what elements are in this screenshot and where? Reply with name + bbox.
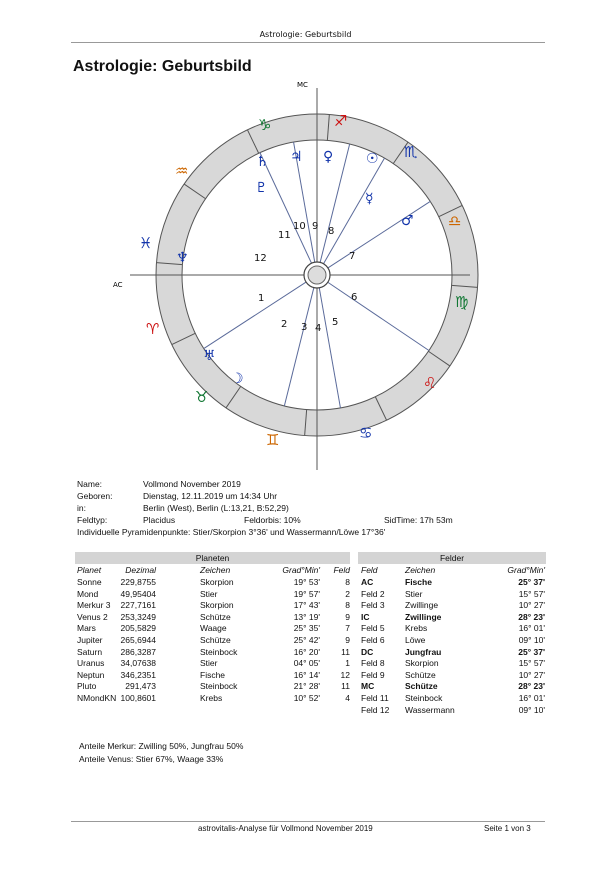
planet-row [77,681,350,692]
planet-decimal: 291,473 [125,681,156,692]
field-degree: 25° 37' [518,577,545,587]
field-sign: Steinbock [405,693,443,703]
place-value: Berlin (West), Berlin (L:13,21, B:52,29) [143,503,289,513]
ac-label: AC [113,281,123,289]
planet-house: 9 [345,635,350,645]
field-row [361,647,545,658]
planet-name: NMondKN [77,693,117,703]
house-number: 3 [301,322,308,333]
planet-decimal: 34,07638 [120,658,156,669]
planet-sign: Schütze [200,611,231,622]
field-name: Feld 3 [361,600,385,611]
field-row [361,693,545,704]
field-row [361,670,545,681]
planet-degree: 19° 57' [293,588,320,599]
field-sign: Fische [405,577,432,587]
field-sign: Schütze [405,669,436,680]
house-number: 6 [351,292,358,303]
field-degree: 16° 01' [518,623,545,634]
planet-decimal: 265,6944 [120,635,156,645]
planet-row [77,589,350,600]
planet-name: Saturn [77,646,103,657]
pluto-glyph: ♇ [255,180,268,196]
planet-name: Pluto [77,681,97,692]
field-degree: 28° 23' [518,611,545,622]
field-name: AC [361,577,374,587]
place-label: in: [77,503,86,513]
field-sign: Zwillinge [405,611,442,622]
field-degree: 15° 57' [518,588,545,599]
col-field-degree: Grad°Min' [507,565,545,575]
field-degree: 25° 37' [518,646,545,657]
center-hub-inner [308,266,326,284]
planets-table-header-row [77,565,350,576]
gemini-glyph: ♊ [266,431,280,449]
planet-house: 1 [345,658,350,669]
neptune-glyph: ♆ [176,250,189,266]
fields-table-heading: Felder [358,552,546,564]
planet-decimal: 346,2351 [120,669,156,680]
planet-house: 8 [345,600,350,611]
born-label: Geboren: [77,491,113,501]
planet-sign: Krebs [200,693,223,703]
house-number: 12 [254,253,267,264]
planet-row [77,623,350,634]
field-row [361,612,545,623]
running-header: Astrologie: Geburtsbild [259,30,352,39]
born-value: Dienstag, 12.11.2019 um 14:34 Uhr [143,491,278,501]
planet-house: 9 [345,611,350,622]
planet-degree: 10° 52' [293,693,320,703]
planet-name: Mars [77,623,96,634]
planet-sign: Fische [200,669,226,680]
planet-row [77,693,350,704]
planet-sign: Skorpion [200,600,234,611]
planet-degree: 04° 05' [293,658,320,669]
field-sign: Schütze [405,681,438,692]
planet-sign: Stier [200,658,218,669]
taurus-glyph: ♉ [195,388,209,406]
footer-center: astrovitalis-Analyse für Vollmond November 2019 [198,824,373,833]
field-name: Feld 2 [361,588,385,599]
page-title: Astrologie: Geburtsbild [73,58,252,75]
jupiter-glyph: ♃ [290,149,303,165]
planet-sign: Skorpion [200,577,234,587]
house-number: 1 [258,293,265,304]
col-field-sign: Zeichen [405,565,436,575]
field-sign: Skorpion [405,658,439,669]
mercury-glyph: ☿ [365,191,374,207]
planet-row [77,647,350,658]
field-name: DC [361,646,374,657]
mc-label: MC [297,81,308,89]
planet-sign: Stier [200,588,218,599]
planet-row [77,612,350,623]
planet-degree: 13° 19' [293,611,320,622]
house-number: 9 [312,221,319,232]
planet-degree: 25° 35' [293,623,320,634]
pisces-glyph: ♓ [139,234,153,252]
planet-degree: 21° 28' [293,681,320,692]
planet-house: 2 [345,588,350,599]
planet-name: Mond [77,588,99,599]
page-number: Seite 1 von 3 [484,824,531,833]
venus-glyph: ♀ [323,149,334,165]
field-degree: 09° 10' [518,704,545,715]
planet-degree: 17° 43' [293,600,320,611]
field-degree: 16° 01' [518,693,545,703]
planet-row [77,635,350,646]
field-sign: Zwillinge [405,600,439,611]
field-name: Feld 12 [361,704,390,715]
col-decimal: Dezimal [125,565,156,575]
planet-decimal: 229,8755 [120,577,156,587]
field-sign: Krebs [405,623,428,634]
field-row [361,589,545,600]
field-name: Feld 6 [361,635,385,645]
footer-rule [71,821,545,822]
capricorn-glyph: ♑ [258,116,272,134]
field-orb: Feldorbis: 10% [244,515,301,525]
col-degree: Grad°Min' [282,565,320,575]
field-degree: 10° 27' [518,669,545,680]
planet-decimal: 100,8601 [120,693,156,703]
field-name: Feld 8 [361,658,385,669]
col-planet: Planet [77,565,102,575]
field-degree: 28° 23' [518,681,545,692]
field-sign: Stier [405,588,423,599]
fields-table-header-row [361,565,545,576]
aquarius-glyph: ♒ [175,162,189,180]
planet-house: 8 [345,577,350,587]
planet-degree: 16° 14' [293,669,320,680]
planet-decimal: 49,95404 [120,588,156,599]
field-sign: Löwe [405,635,426,645]
field-sign: Wassermann [405,704,455,715]
planet-decimal: 205,5829 [120,623,156,634]
name-value: Vollmond November 2019 [143,479,241,489]
planet-name: Neptun [77,669,105,680]
fieldtype-label: Feldtyp: [77,515,108,525]
field-row [361,705,545,716]
planet-sign: Waage [200,623,227,634]
planets-table-heading: Planeten [75,552,350,564]
planet-house: 12 [340,669,350,680]
field-name: MC [361,681,375,692]
virgo-glyph: ♍ [455,293,469,311]
planet-name: Sonne [77,577,102,587]
moon-glyph: ☽ [231,371,244,387]
sun-glyph: ☉ [366,151,379,167]
planet-decimal: 286,3287 [120,646,156,657]
field-degree: 09° 10' [518,635,545,645]
pyramid-points: Individuelle Pyramidenpunkte: Stier/Skorpion 3°36' und Wassermann/Löwe 17°36' [77,527,386,537]
cancer-glyph: ♋ [359,424,373,442]
planet-name: Venus 2 [77,611,108,622]
house-number: 8 [328,226,335,237]
field-row [361,577,545,588]
sagittarius-glyph: ♐ [334,112,348,130]
planet-row [77,670,350,681]
col-house: Feld [333,565,350,575]
house-number: 11 [278,230,291,241]
planet-decimal: 227,7161 [120,600,156,611]
col-sign: Zeichen [200,565,231,575]
planet-row [77,658,350,669]
field-name: Feld 9 [361,669,385,680]
aries-glyph: ♈ [146,320,160,338]
house-number: 7 [349,251,356,262]
planet-sign: Steinbock [200,646,238,657]
planet-name: Jupiter [77,635,103,645]
planet-name: Merkur 3 [77,600,111,611]
planet-sign: Steinbock [200,681,238,692]
saturn-glyph: ♄ [256,154,269,170]
fieldtype-value: Placidus [143,515,176,525]
planet-name: Uranus [77,658,105,669]
uranus-glyph: ♅ [203,348,216,364]
planet-house: 4 [345,693,350,703]
planet-degree: 25° 42' [293,635,320,645]
field-name: Feld 5 [361,623,385,634]
field-name: IC [361,611,370,622]
sidereal-time: SidTime: 17h 53m [384,515,453,525]
field-name: Feld 11 [361,693,389,703]
planet-degree: 19° 53' [293,577,320,587]
libra-glyph: ♎ [448,212,462,230]
field-row [361,635,545,646]
mars-glyph: ♂ [401,213,414,229]
house-number: 2 [281,319,288,330]
planet-sign: Schütze [200,635,231,645]
field-row [361,623,545,634]
name-label: Name: [77,479,103,489]
house-number: 10 [293,221,306,232]
planet-house: 11 [341,646,350,657]
leo-glyph: ♌ [423,374,437,392]
planet-row [77,600,350,611]
venus-shares: Anteile Venus: Stier 67%, Waage 33% [79,754,224,764]
col-field: Feld [361,565,378,575]
planet-row [77,577,350,588]
house-number: 5 [332,317,339,328]
planet-house: 11 [341,681,350,692]
planet-house: 7 [345,623,350,634]
house-number: 4 [315,323,322,334]
field-row [361,600,545,611]
field-degree: 15° 57' [518,658,545,669]
field-row [361,658,545,669]
field-degree: 10° 27' [518,600,545,611]
field-row [361,681,545,692]
planet-decimal: 253,3249 [120,611,156,622]
scorpio-glyph: ♏ [404,143,418,161]
field-sign: Jungfrau [405,646,442,657]
planet-degree: 16° 20' [293,646,320,657]
mercury-shares: Anteile Merkur: Zwilling 50%, Jungfrau 50% [79,741,244,751]
